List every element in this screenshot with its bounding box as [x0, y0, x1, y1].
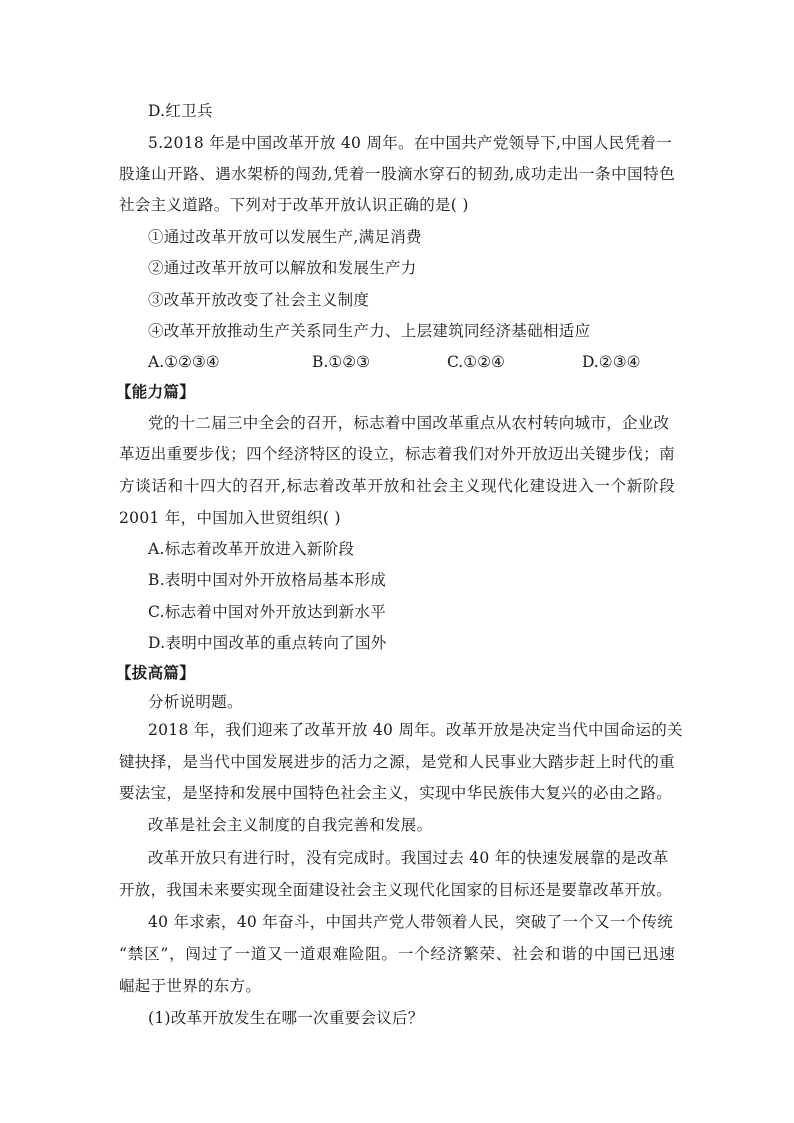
q5-statement-3: ③改革开放改变了社会主义制度 [148, 291, 370, 309]
q4-option-d: D.红卫兵 [148, 102, 213, 120]
ability-option-d: D.表明中国改革的重点转向了国外 [148, 634, 387, 652]
q5-stem-line-1: 5.2018 年是中国改革开放 40 周年。在中国共产党领导下,中国人民凭着一 [148, 134, 672, 152]
ability-section-heading: 【能力篇】 [116, 383, 196, 401]
ability-stem-line-4: 2001 年，中国加入世贸组织( ) [119, 509, 341, 527]
advanced-para1-line-3: 要法宝，是坚持和发展中国特色社会主义，实现中华民族伟大复兴的必由之路。 [119, 784, 673, 802]
q5-option-b: B.①②③ [312, 353, 371, 371]
advanced-question-1: (1)改革开放发生在哪一次重要会议后？ [148, 1009, 424, 1027]
q5-option-a: A.①②③④ [148, 353, 220, 371]
advanced-intro: 分析说明题。 [148, 693, 243, 711]
advanced-para4-line-3: 崛起于世界的东方。 [119, 977, 262, 995]
ability-option-a: A.标志着改革开放进入新阶段 [148, 540, 355, 558]
q5-statement-1: ①通过改革开放可以发展生产,满足消费 [148, 228, 422, 246]
advanced-para3-line-2: 开放，我国未来要实现全面建设社会主义现代化国家的目标还是要靠改革开放。 [119, 881, 673, 899]
q5-stem-line-2: 股逢山开路、遇水架桥的闯劲,凭着一股滴水穿石的韧劲,成功走出一条中国特色 [119, 165, 675, 183]
advanced-para1-line-2: 键抉择，是当代中国发展进步的活力之源，是党和人民事业大踏步赶上时代的重 [119, 753, 675, 771]
advanced-para2: 改革是社会主义制度的自我完善和发展。 [148, 816, 433, 834]
q5-option-c: C.①②④ [447, 353, 505, 371]
advanced-para3-line-1: 改革开放只有进行时，没有完成时。我国过去 40 年的快速发展靠的是改革 [148, 849, 669, 867]
advanced-para1-line-1: 2018 年，我们迎来了改革开放 40 周年。改革开放是决定当代中国命运的关 [148, 721, 683, 739]
ability-stem-line-3: 方谈话和十四大的召开,标志着改革开放和社会主义现代化建设进入一个新阶段 [119, 477, 675, 495]
ability-stem-line-2: 革迈出重要步伐；四个经济特区的设立，标志着我们对外开放迈出关键步伐；南 [119, 445, 675, 463]
ability-option-b: B.表明中国对外开放格局基本形成 [148, 571, 387, 589]
q5-stem-line-3: 社会主义道路。下列对于改革开放认识正确的是( ) [119, 196, 469, 214]
ability-option-c: C.标志着中国对外开放达到新水平 [148, 603, 387, 621]
advanced-section-heading: 【拔高篇】 [116, 664, 196, 682]
q5-option-d: D.②③④ [582, 353, 641, 371]
advanced-para4-line-1: 40 年求索，40 年奋斗，中国共产党人带领着人民，突破了一个又一个传统 [148, 913, 674, 931]
q5-statement-4: ④改革开放推动生产关系同生产力、上层建筑同经济基础相适应 [148, 322, 591, 340]
advanced-para4-line-2: “禁区”，闯过了一道又一道艰难险阻。一个经济繁荣、社会和谐的中国已迅速 [119, 945, 675, 963]
q5-statement-2: ②通过改革开放可以解放和发展生产力 [148, 259, 417, 277]
ability-stem-line-1: 党的十二届三中全会的召开，标志着中国改革重点从农村转向城市，企业改 [148, 414, 670, 432]
